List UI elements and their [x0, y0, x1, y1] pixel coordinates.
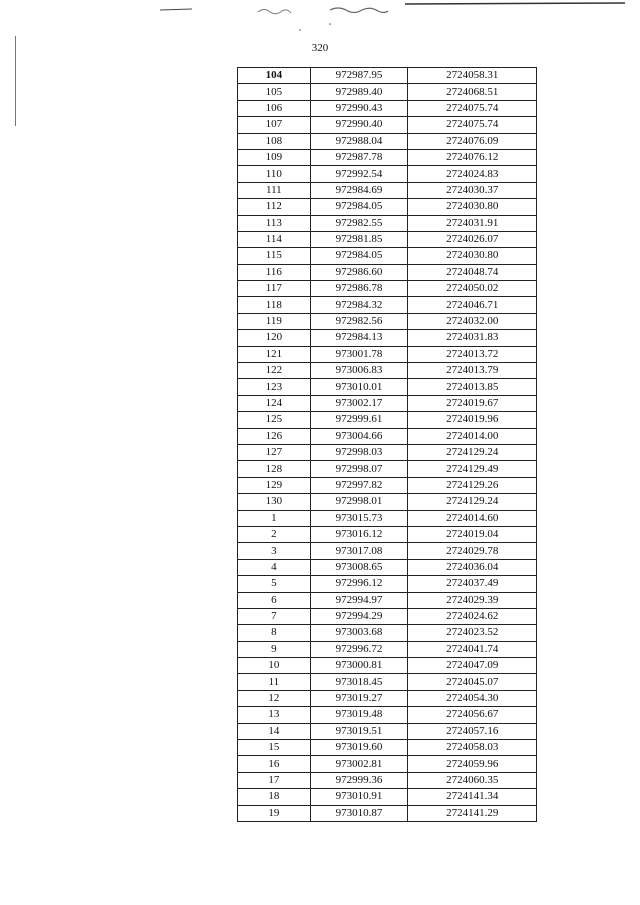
point-number-cell: 111: [238, 182, 311, 198]
point-number-cell: 14: [238, 723, 311, 739]
point-number-cell: 7: [238, 608, 311, 624]
x-coordinate-cell: 973002.17: [310, 395, 408, 411]
y-coordinate-cell: 2724141.29: [408, 805, 537, 821]
y-coordinate-cell: 2724054.30: [408, 690, 537, 706]
point-number-cell: 13: [238, 707, 311, 723]
x-coordinate-cell: 972994.29: [310, 608, 408, 624]
point-number-cell: 6: [238, 592, 311, 608]
x-coordinate-cell: 973010.87: [310, 805, 408, 821]
x-coordinate-cell: 972998.07: [310, 461, 408, 477]
coordinates-table-body: [238, 68, 537, 822]
table-row: [238, 559, 537, 575]
table-row: [238, 805, 537, 821]
x-coordinate-cell: 973010.91: [310, 789, 408, 805]
table-row: [238, 166, 537, 182]
table-row: [238, 494, 537, 510]
y-coordinate-cell: 2724075.74: [408, 100, 537, 116]
x-coordinate-cell: 972981.85: [310, 231, 408, 247]
table-row: [238, 395, 537, 411]
y-coordinate-cell: 2724036.04: [408, 559, 537, 575]
point-number-cell: 9: [238, 641, 311, 657]
y-coordinate-cell: 2724141.34: [408, 789, 537, 805]
point-number-cell: 4: [238, 559, 311, 575]
table-row: [238, 363, 537, 379]
y-coordinate-cell: 2724046.71: [408, 297, 537, 313]
x-coordinate-cell: 972997.82: [310, 477, 408, 493]
x-coordinate-cell: 972996.12: [310, 576, 408, 592]
x-coordinate-cell: 972992.54: [310, 166, 408, 182]
y-coordinate-cell: 2724013.85: [408, 379, 537, 395]
table-row: [238, 772, 537, 788]
x-coordinate-cell: 973006.83: [310, 363, 408, 379]
point-number-cell: 118: [238, 297, 311, 313]
table-row: [238, 133, 537, 149]
point-number-cell: 11: [238, 674, 311, 690]
x-coordinate-cell: 972998.01: [310, 494, 408, 510]
x-coordinate-cell: 973002.81: [310, 756, 408, 772]
y-coordinate-cell: 2724030.80: [408, 199, 537, 215]
point-number-cell: 119: [238, 313, 311, 329]
x-coordinate-cell: 973019.27: [310, 690, 408, 706]
y-coordinate-cell: 2724129.24: [408, 444, 537, 460]
x-coordinate-cell: 973018.45: [310, 674, 408, 690]
table-row: [238, 199, 537, 215]
x-coordinate-cell: 972984.13: [310, 330, 408, 346]
point-number-cell: 130: [238, 494, 311, 510]
point-number-cell: 19: [238, 805, 311, 821]
x-coordinate-cell: 972984.69: [310, 182, 408, 198]
table-row: [238, 608, 537, 624]
y-coordinate-cell: 2724059.96: [408, 756, 537, 772]
table-row: [238, 149, 537, 165]
table-row: [238, 313, 537, 329]
x-coordinate-cell: 973019.60: [310, 740, 408, 756]
y-coordinate-cell: 2724019.04: [408, 526, 537, 542]
point-number-cell: 106: [238, 100, 311, 116]
x-coordinate-cell: 972989.40: [310, 84, 408, 100]
y-coordinate-cell: 2724019.67: [408, 395, 537, 411]
x-coordinate-cell: 972988.04: [310, 133, 408, 149]
table-row: [238, 412, 537, 428]
point-number-cell: 104: [238, 68, 311, 84]
point-number-cell: 125: [238, 412, 311, 428]
point-number-cell: 15: [238, 740, 311, 756]
x-coordinate-cell: 972999.36: [310, 772, 408, 788]
table-row: [238, 428, 537, 444]
table-row: [238, 723, 537, 739]
y-coordinate-cell: 2724029.39: [408, 592, 537, 608]
table-row: [238, 84, 537, 100]
point-number-cell: 120: [238, 330, 311, 346]
y-coordinate-cell: 2724076.12: [408, 149, 537, 165]
y-coordinate-cell: 2724057.16: [408, 723, 537, 739]
y-coordinate-cell: 2724029.78: [408, 543, 537, 559]
point-number-cell: 8: [238, 625, 311, 641]
table-row: [238, 379, 537, 395]
point-number-cell: 108: [238, 133, 311, 149]
table-row: [238, 231, 537, 247]
y-coordinate-cell: 2724129.49: [408, 461, 537, 477]
x-coordinate-cell: 972990.43: [310, 100, 408, 116]
y-coordinate-cell: 2724026.07: [408, 231, 537, 247]
y-coordinate-cell: 2724129.24: [408, 494, 537, 510]
point-number-cell: 1: [238, 510, 311, 526]
point-number-cell: 113: [238, 215, 311, 231]
y-coordinate-cell: 2724032.00: [408, 313, 537, 329]
x-coordinate-cell: 972990.40: [310, 117, 408, 133]
y-coordinate-cell: 2724129.26: [408, 477, 537, 493]
x-coordinate-cell: 973019.48: [310, 707, 408, 723]
x-coordinate-cell: 973019.51: [310, 723, 408, 739]
x-coordinate-cell: 972984.32: [310, 297, 408, 313]
x-coordinate-cell: 972984.05: [310, 199, 408, 215]
x-coordinate-cell: 972987.78: [310, 149, 408, 165]
y-coordinate-cell: 2724048.74: [408, 264, 537, 280]
y-coordinate-cell: 2724013.72: [408, 346, 537, 362]
x-coordinate-cell: 972986.78: [310, 281, 408, 297]
table-row: [238, 526, 537, 542]
table-row: [238, 444, 537, 460]
table-row: [238, 117, 537, 133]
y-coordinate-cell: 2724014.60: [408, 510, 537, 526]
y-coordinate-cell: 2724037.49: [408, 576, 537, 592]
table-row: [238, 297, 537, 313]
table-row: [238, 215, 537, 231]
y-coordinate-cell: 2724060.35: [408, 772, 537, 788]
x-coordinate-cell: 972987.95: [310, 68, 408, 84]
point-number-cell: 107: [238, 117, 311, 133]
y-coordinate-cell: 2724056.67: [408, 707, 537, 723]
point-number-cell: 121: [238, 346, 311, 362]
table-row: [238, 690, 537, 706]
table-row: [238, 641, 537, 657]
point-number-cell: 10: [238, 658, 311, 674]
y-coordinate-cell: 2724030.37: [408, 182, 537, 198]
y-coordinate-cell: 2724013.79: [408, 363, 537, 379]
x-coordinate-cell: 973000.81: [310, 658, 408, 674]
point-number-cell: 129: [238, 477, 311, 493]
point-number-cell: 123: [238, 379, 311, 395]
x-coordinate-cell: 972994.97: [310, 592, 408, 608]
x-coordinate-cell: 972982.55: [310, 215, 408, 231]
point-number-cell: 116: [238, 264, 311, 280]
x-coordinate-cell: 973001.78: [310, 346, 408, 362]
table-row: [238, 756, 537, 772]
point-number-cell: 115: [238, 248, 311, 264]
point-number-cell: 2: [238, 526, 311, 542]
table-row: [238, 281, 537, 297]
y-coordinate-cell: 2724024.83: [408, 166, 537, 182]
table-row: [238, 510, 537, 526]
table-row: [238, 248, 537, 264]
y-coordinate-cell: 2724031.91: [408, 215, 537, 231]
x-coordinate-cell: 972982.56: [310, 313, 408, 329]
y-coordinate-cell: 2724047.09: [408, 658, 537, 674]
table-row: [238, 543, 537, 559]
y-coordinate-cell: 2724014.00: [408, 428, 537, 444]
x-coordinate-cell: 973015.73: [310, 510, 408, 526]
y-coordinate-cell: 2724024.62: [408, 608, 537, 624]
x-coordinate-cell: 973017.08: [310, 543, 408, 559]
table-row: [238, 461, 537, 477]
table-row: [238, 789, 537, 805]
y-coordinate-cell: 2724045.07: [408, 674, 537, 690]
point-number-cell: 127: [238, 444, 311, 460]
table-row: [238, 264, 537, 280]
y-coordinate-cell: 2724050.02: [408, 281, 537, 297]
coordinates-table: [237, 67, 537, 822]
table-row: [238, 740, 537, 756]
point-number-cell: 128: [238, 461, 311, 477]
point-number-cell: 12: [238, 690, 311, 706]
y-coordinate-cell: 2724075.74: [408, 117, 537, 133]
point-number-cell: 16: [238, 756, 311, 772]
y-coordinate-cell: 2724058.03: [408, 740, 537, 756]
x-coordinate-cell: 972986.60: [310, 264, 408, 280]
point-number-cell: 126: [238, 428, 311, 444]
table-row: [238, 330, 537, 346]
point-number-cell: 114: [238, 231, 311, 247]
point-number-cell: 5: [238, 576, 311, 592]
point-number-cell: 124: [238, 395, 311, 411]
x-coordinate-cell: 972996.72: [310, 641, 408, 657]
y-coordinate-cell: 2724068.51: [408, 84, 537, 100]
point-number-cell: 117: [238, 281, 311, 297]
table-row: [238, 658, 537, 674]
point-number-cell: 3: [238, 543, 311, 559]
y-coordinate-cell: 2724041.74: [408, 641, 537, 657]
x-coordinate-cell: 973008.65: [310, 559, 408, 575]
y-coordinate-cell: 2724019.96: [408, 412, 537, 428]
table-row: [238, 100, 537, 116]
x-coordinate-cell: 973004.66: [310, 428, 408, 444]
table-row: [238, 68, 537, 84]
y-coordinate-cell: 2724023.52: [408, 625, 537, 641]
point-number-cell: 17: [238, 772, 311, 788]
x-coordinate-cell: 972998.03: [310, 444, 408, 460]
table-row: [238, 477, 537, 493]
x-coordinate-cell: 973010.01: [310, 379, 408, 395]
scan-artifacts: [0, 0, 640, 40]
table-row: [238, 346, 537, 362]
table-row: [238, 592, 537, 608]
table-row: [238, 674, 537, 690]
point-number-cell: 18: [238, 789, 311, 805]
point-number-cell: 105: [238, 84, 311, 100]
x-coordinate-cell: 972984.05: [310, 248, 408, 264]
y-coordinate-cell: 2724030.80: [408, 248, 537, 264]
x-coordinate-cell: 972999.61: [310, 412, 408, 428]
table-row: [238, 182, 537, 198]
point-number-cell: 109: [238, 149, 311, 165]
table-row: [238, 625, 537, 641]
y-coordinate-cell: 2724076.09: [408, 133, 537, 149]
table-row: [238, 707, 537, 723]
y-coordinate-cell: 2724031.83: [408, 330, 537, 346]
table-row: [238, 576, 537, 592]
x-coordinate-cell: 973016.12: [310, 526, 408, 542]
x-coordinate-cell: 973003.68: [310, 625, 408, 641]
point-number-cell: 112: [238, 199, 311, 215]
y-coordinate-cell: 2724058.31: [408, 68, 537, 84]
point-number-cell: 122: [238, 363, 311, 379]
point-number-cell: 110: [238, 166, 311, 182]
page-number: 320: [311, 42, 329, 54]
